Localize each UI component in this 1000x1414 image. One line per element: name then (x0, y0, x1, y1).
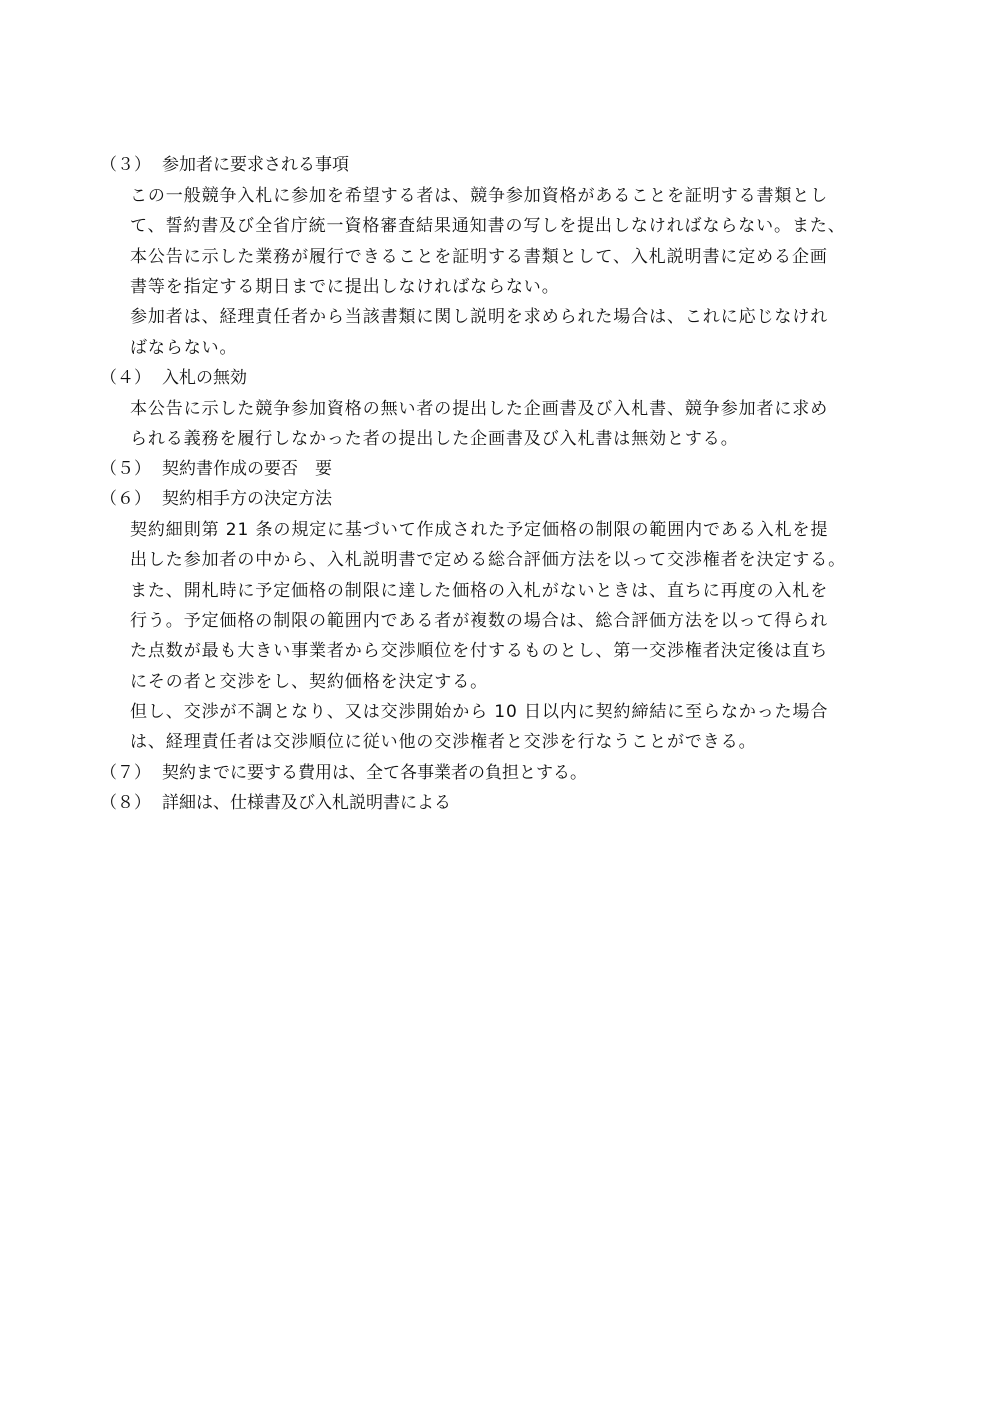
paragraph-line: 行う。予定価格の制限の範囲内である者が複数の場合は、総合評価方法を以って得られ (130, 611, 829, 631)
section-heading (100, 150, 349, 180)
section-number: （７） (100, 763, 151, 783)
section-title: 契約相手方の決定方法 (162, 489, 332, 509)
paragraph-line: ばならない。 (130, 338, 238, 358)
paragraph-line: 契約細則第 21 条の規定に基づいて作成された予定価格の制限の範囲内である入札を提 (130, 520, 829, 540)
section-number: （３） (100, 155, 151, 175)
section-number: （５） (100, 459, 151, 479)
paragraph-line: 書等を指定する期日までに提出しなければならない。 (130, 277, 560, 297)
paragraph-line: た点数が最も大きい事業者から交渉順位を付するものとし、第一交渉権者決定後は直ち (130, 641, 829, 661)
paragraph-line: 参加者は、経理責任者から当該書類に関し説明を求められた場合は、これに応じなけれ (130, 307, 829, 327)
section-title: 参加者に要求される事項 (162, 155, 349, 175)
section-title: 詳細は、仕様書及び入札説明書による (162, 793, 451, 813)
paragraph-line: 本公告に示した業務が履行できることを証明する書類として、入札説明書に定める企画 (130, 247, 828, 267)
section-number: （６） (100, 489, 151, 509)
section-title: 入札の無効 (162, 368, 247, 388)
paragraph-line: この一般競争入札に参加を希望する者は、競争参加資格があることを証明する書類とし (130, 186, 829, 206)
section-number: （８） (100, 793, 151, 813)
section-title: 契約書作成の要否 要 (162, 459, 332, 479)
paragraph-line: にその者と交渉をし、契約価格を決定する。 (130, 672, 488, 692)
paragraph-line: られる義務を履行しなかった者の提出した企画書及び入札書は無効とする。 (130, 429, 739, 449)
paragraph-line: 本公告に示した競争参加資格の無い者の提出した企画書及び入札書、競争参加者に求め (130, 399, 829, 419)
paragraph-line: また、開札時に予定価格の制限に達した価格の入札がないときは、直ちに再度の入札を (130, 581, 829, 601)
section-heading (100, 454, 332, 484)
paragraph-line: 出した参加者の中から、入札説明書で定める総合評価方法を以って交渉権者を決定する。 (130, 550, 846, 570)
paragraph-line: 但し、交渉が不調となり、又は交渉開始から 10 日以内に契約締結に至らなかった場合 (130, 702, 829, 722)
section-heading (100, 484, 332, 514)
section-heading (100, 758, 587, 788)
section-heading (100, 363, 247, 393)
section-title: 契約までに要する費用は、全て各事業者の負担とする。 (162, 763, 587, 783)
paragraph-line: は、経理責任者は交渉順位に従い他の交渉権者と交渉を行なうことができる。 (130, 732, 757, 752)
section-heading (100, 788, 451, 818)
paragraph-line: て、誓約書及び全省庁統一資格審査結果通知書の写しを提出しなければならない。また、 (130, 216, 846, 236)
section-number: （４） (100, 368, 151, 388)
